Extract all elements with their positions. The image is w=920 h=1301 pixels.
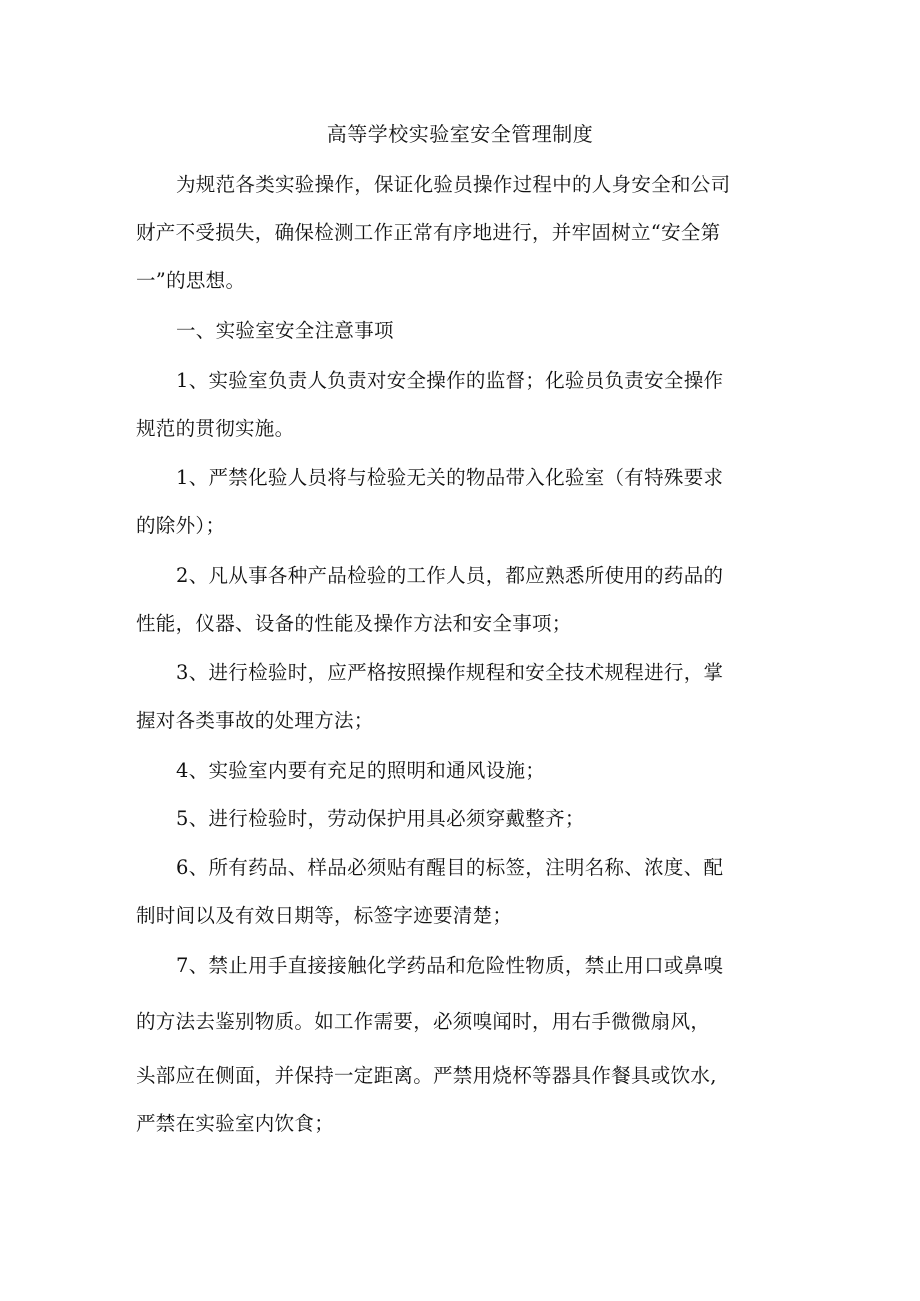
item-1b-line-1: 1、严禁化验人员将与检验无关的物品带入化验室（有特殊要求 bbox=[176, 466, 724, 489]
item-4-line: 4、实验室内要有充足的照明和通风设施； bbox=[176, 759, 546, 782]
item-3-line-2: 握对各类事故的处理方法； bbox=[136, 709, 374, 732]
item-6-line-2: 制时间以及有效日期等，标签字迹要清楚； bbox=[136, 904, 513, 927]
item-1a-line-2: 规范的贯彻实施。 bbox=[136, 417, 295, 440]
item-3-line-1: 3、进行检验时，应严格按照操作规程和安全技术规程进行，掌 bbox=[176, 661, 724, 684]
section-heading: 一、实验室安全注意事项 bbox=[176, 319, 394, 342]
item-2-line-1: 2、凡从事各种产品检验的工作人员，都应熟悉所使用的药品的 bbox=[176, 564, 724, 587]
intro-line-1: 为规范各类实验操作，保证化验员操作过程中的人身安全和公司 bbox=[176, 173, 731, 196]
item-1a-line-1: 1、实验室负责人负责对安全操作的监督；化验员负责安全操作 bbox=[176, 369, 724, 392]
item-5-line: 5、进行检验时，劳动保护用具必须穿戴整齐； bbox=[176, 807, 585, 830]
item-6-line-1: 6、所有药品、样品必须贴有醒目的标签，注明名称、浓度、配 bbox=[176, 856, 724, 879]
item-7-line-1: 7、禁止用手直接接触化学药品和危险性物质，禁止用口或鼻嗅 bbox=[176, 954, 724, 977]
item-7-line-4: 严禁在实验室内饮食； bbox=[136, 1112, 335, 1135]
item-7-line-3: 头部应在侧面，并保持一定距离。严禁用烧杯等器具作餐具或饮水, bbox=[136, 1064, 717, 1087]
intro-line-2: 财产不受损失，确保检测工作正常有序地进行，并牢固树立“安全第 bbox=[136, 221, 721, 244]
intro-line-3: 一”的思想。 bbox=[136, 269, 246, 292]
item-1b-line-2: 的除外）； bbox=[136, 514, 226, 537]
page-title: 高等学校实验室安全管理制度 bbox=[326, 122, 594, 146]
item-7-line-2: 的方法去鉴别物质。如工作需要，必须嗅闻时，用右手微微扇风， bbox=[136, 1010, 711, 1033]
item-2-line-2: 性能，仪器、设备的性能及操作方法和安全事项； bbox=[136, 612, 572, 635]
